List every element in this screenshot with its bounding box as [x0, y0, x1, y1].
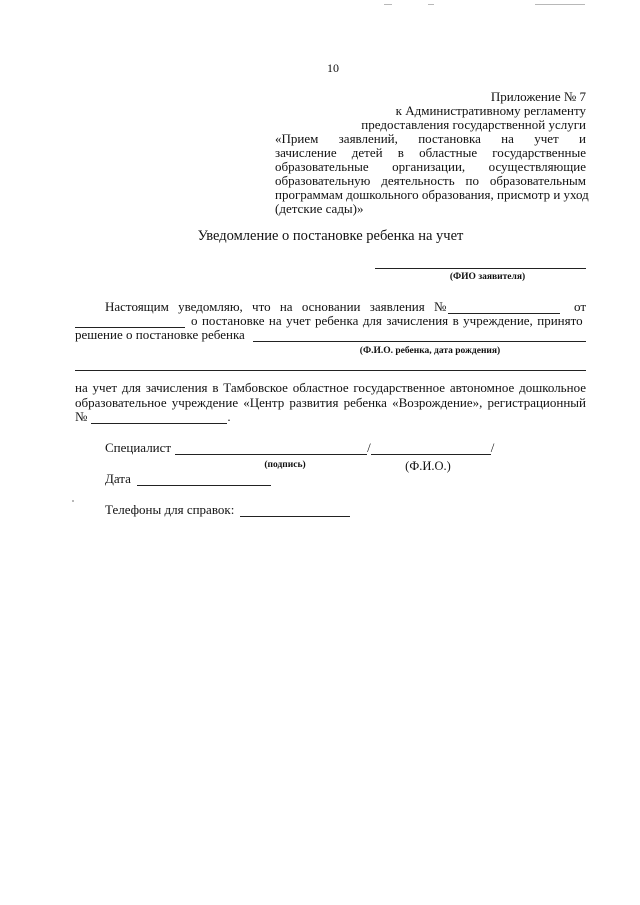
phones-row: [105, 503, 365, 517]
signature-slash: /: [490, 440, 495, 455]
registration-number-label: №: [75, 409, 88, 424]
notice-text: от: [573, 299, 586, 314]
notice-line-1: [105, 300, 586, 314]
scan-speck: [535, 4, 585, 5]
appendix-line: «Прием заявлений, постановка на учет и: [275, 131, 586, 146]
child-name-continuation-field: [75, 370, 586, 371]
appendix-number: Приложение № 7: [490, 89, 586, 104]
applicant-caption: (ФИО заявителя): [449, 272, 526, 282]
appendix-line: зачисление детей в областные государственные: [275, 145, 586, 160]
appendix-line: предоставления государственной услуги: [361, 117, 586, 132]
notice-line-2: [75, 314, 586, 328]
signature-field: [175, 442, 367, 455]
date-row: [105, 472, 305, 486]
signature-caption: (подпись): [264, 460, 306, 470]
applicant-name-field: [375, 268, 586, 269]
enrollment-line-2: образовательное учреждение «Центр развития ребенка «Возрождение», регистрационный: [75, 395, 586, 410]
phones-label: Телефоны для справок:: [105, 502, 235, 517]
specialist-label: Специалист: [105, 440, 172, 455]
scan-speck: [384, 4, 392, 5]
enrollment-line-3: [75, 410, 255, 424]
appendix-line: к Административному регламенту: [395, 103, 586, 118]
appendix-line: образовательные организации, осуществляющие: [275, 159, 586, 174]
document-title: Уведомление о постановке ребенка на учет: [197, 228, 464, 244]
notice-line-3: [75, 328, 586, 342]
scan-speck: [72, 500, 74, 502]
scan-speck: [428, 4, 434, 5]
registration-number-field: [91, 411, 227, 424]
signature-row: [105, 441, 505, 455]
notice-text: о постановке на учет ребенка для зачисления в учреждение, принято: [191, 313, 583, 328]
date-label: Дата: [105, 471, 131, 486]
appendix-line: (детские сады)»: [275, 201, 364, 216]
phones-field: [240, 504, 350, 517]
signature-slash: /: [367, 440, 371, 455]
date-field: [137, 473, 271, 486]
enrollment-line-1: на учет для зачисления в Тамбовское областное государственное автономное дошкольное: [75, 380, 586, 395]
notice-text: Настоящим уведомляю, что на основании заявления №: [105, 299, 447, 314]
appendix-block: [275, 89, 589, 216]
appendix-line: программам дошкольного образования, присмотр и уход: [275, 187, 589, 202]
notice-text: решение о постановке ребенка: [75, 327, 245, 342]
appendix-line: образовательную деятельность по образовательным: [275, 173, 586, 188]
page-number: 10: [327, 61, 339, 75]
specialist-name-field: [371, 442, 491, 455]
child-caption: (Ф.И.О. ребенка, дата рождения): [359, 346, 501, 356]
name-caption: (Ф.И.О.): [405, 459, 451, 473]
child-name-field: [253, 329, 586, 342]
enrollment-end: .: [227, 409, 231, 424]
